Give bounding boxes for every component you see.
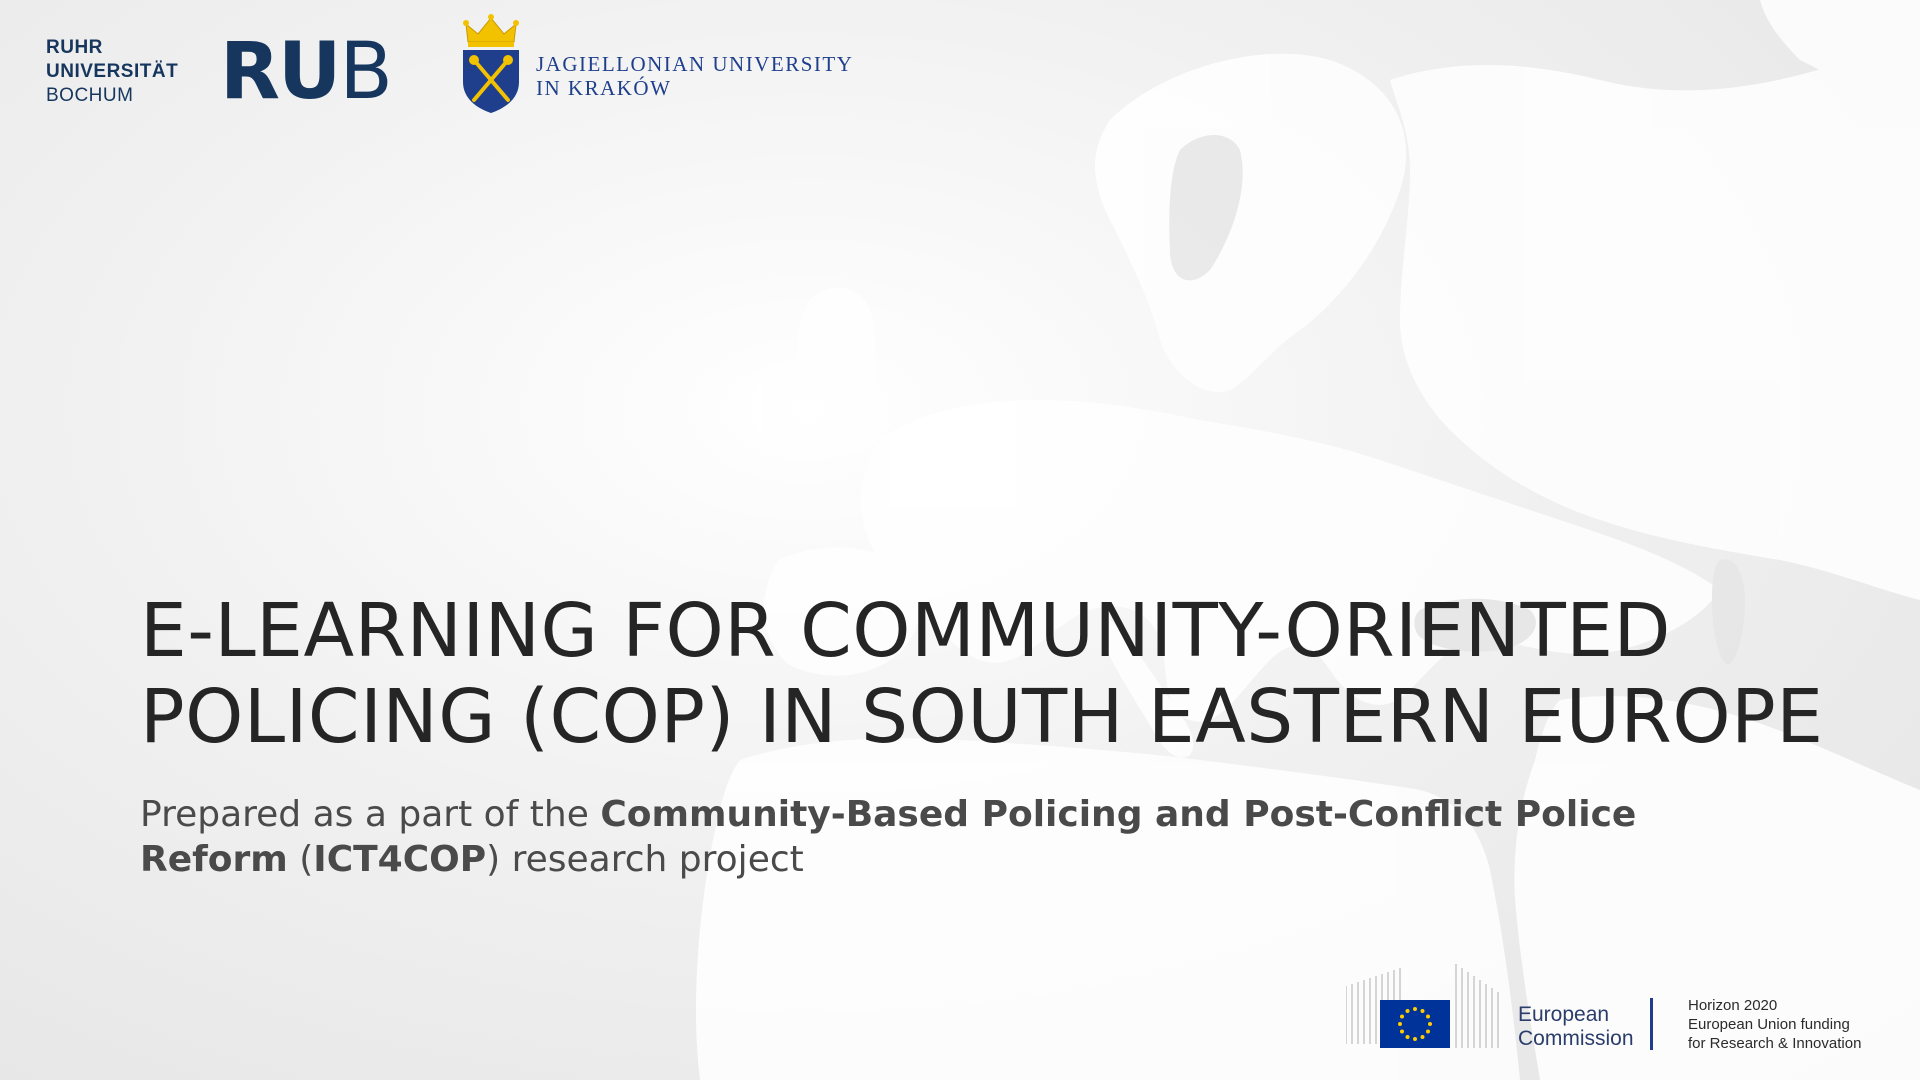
- slide-subtitle: [140, 792, 1700, 882]
- jagiellonian-line-1: JAGIELLONIAN UNIVERSITY: [536, 52, 854, 76]
- eu-flag-icon: [1380, 1000, 1450, 1048]
- h2020-line-3: for Research & Innovation: [1688, 1035, 1862, 1052]
- jagiellonian-line-2: IN KRAKÓW: [536, 76, 672, 100]
- subtitle-acronym: ICT4COP: [313, 839, 487, 880]
- slide-title: [140, 588, 1880, 760]
- rub-mark-ru: RU: [220, 27, 340, 117]
- horizon-2020-label: [1688, 996, 1861, 1053]
- h2020-line-2: European Union funding: [1688, 1016, 1850, 1033]
- title-line-1: E-LEARNING FOR COMMUNITY-ORIENTED: [140, 588, 1672, 674]
- jagiellonian-crest-icon: [460, 12, 522, 114]
- subtitle-prefix: Prepared as a part of the: [140, 794, 601, 835]
- rub-line-2: UNIVERSITÄT: [46, 61, 179, 82]
- title-line-2: POLICING (COP) IN SOUTH EASTERN EUROPE: [140, 674, 1824, 760]
- ec-line-2: Commission: [1518, 1027, 1634, 1050]
- rub-line-3: BOCHUM: [46, 85, 134, 106]
- h2020-line-1: Horizon 2020: [1688, 997, 1778, 1014]
- ec-divider: [1650, 998, 1653, 1050]
- rub-mark-b: B: [339, 27, 391, 117]
- ec-line-1: European: [1518, 1003, 1610, 1026]
- european-commission-label: [1518, 1003, 1634, 1051]
- subtitle-open-paren: (: [287, 839, 314, 880]
- subtitle-project-name: Community-Based Policing and Post-Conflict Police Reform: [140, 794, 1637, 880]
- rub-logo-mark: [220, 27, 391, 117]
- rub-university-name: [46, 36, 178, 108]
- rub-line-1: RUHR: [46, 37, 103, 58]
- jagiellonian-university-name: [536, 52, 853, 100]
- subtitle-suffix: ) research project: [486, 839, 804, 880]
